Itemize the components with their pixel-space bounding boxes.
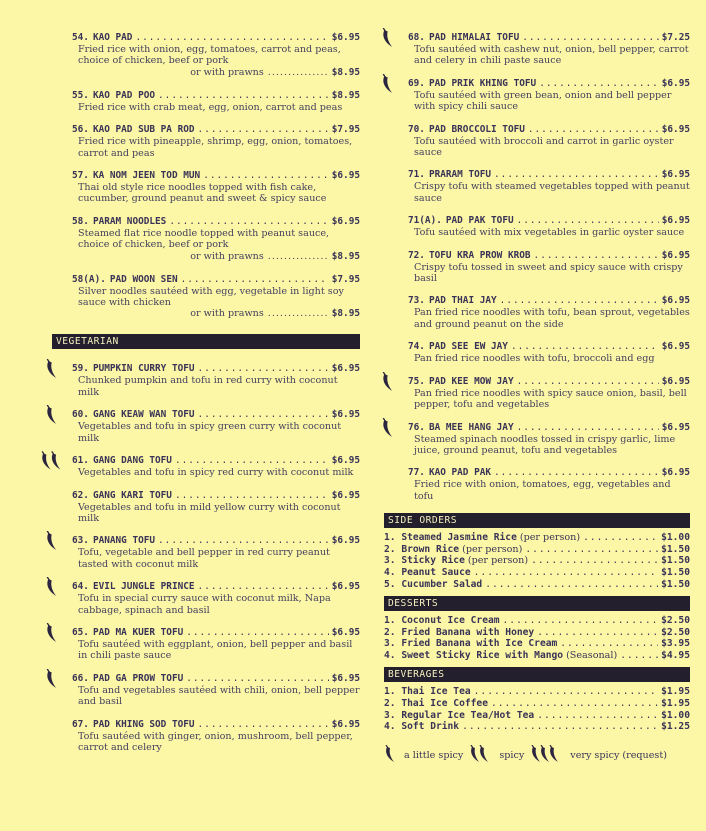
desserts-header: DESSERTS: [384, 596, 690, 611]
item-description: Thai old style rice noodles topped with fish cake, cucumber, ground peanut and sweet & spicy sauce: [78, 182, 327, 205]
item-description: Crispy tofu tossed in sweet and spicy sauce with crispy basil: [414, 261, 683, 285]
alt-label: or with prawns: [190, 66, 264, 78]
item-heading: [408, 295, 690, 307]
item-heading: [408, 422, 690, 434]
item-heading: [72, 124, 360, 136]
item-name: KAO PAD POO: [92, 89, 156, 101]
list-item-price: $3.95: [661, 638, 690, 650]
item-price: $6.95: [331, 718, 360, 730]
item-name: PAD SEE EW JAY: [428, 341, 508, 353]
list-item-note: (per person): [519, 532, 581, 544]
leader-dots: [186, 673, 329, 685]
item-number: 60.: [72, 409, 89, 421]
side-orders-header: SIDE ORDERS: [384, 513, 690, 528]
leader-dots: [500, 295, 659, 307]
leader-dots: [158, 90, 329, 102]
list-item-label: 1. Thai Ice Tea: [384, 686, 471, 698]
legend-spicy: [469, 745, 524, 766]
leader-dots: [198, 363, 329, 375]
item-description: Pan fried rice noodles with tofu, broccoli and egg: [414, 353, 655, 365]
item-description: Vegetables and tofu in mild yellow curry with coconut milk: [78, 501, 341, 524]
list-item-label: 3. Sticky Rice: [384, 555, 465, 567]
list-item-price: $1.50: [661, 555, 690, 567]
item-description: Steamed spinach noodles tossed in crispy garlic, lime juice, ground peanut, tofu and vegetables: [414, 433, 676, 456]
legend-little-spicy: [384, 745, 463, 766]
item-description: Pan fried rice noodles with spicy sauce onion, basil, bell pepper, tofu and vegetables: [414, 387, 687, 411]
leader-dots: [537, 710, 658, 722]
leader-dots: [181, 274, 329, 286]
leader-dots: [474, 567, 658, 579]
item-name: KA NOM JEEN TOD MUN: [92, 170, 201, 182]
chili-icon: [376, 418, 406, 438]
item-number: 58.: [72, 215, 89, 227]
leader-dots: [169, 216, 328, 228]
leader-dots: [620, 650, 658, 662]
list-item-price: $2.50: [661, 626, 690, 638]
beverages-header: BEVERAGES: [384, 667, 690, 682]
side-orders-list: [384, 532, 690, 590]
list-item: [384, 579, 690, 591]
item-description: Tofu and vegetables sautéed with chili, onion, bell pepper and basil: [78, 684, 360, 708]
leader-dots: [198, 409, 329, 421]
item-heading: [408, 32, 690, 44]
item-price: $6.95: [661, 77, 690, 89]
item-price: $6.95: [331, 409, 360, 421]
item-heading: [408, 467, 690, 479]
item-heading: [72, 216, 360, 228]
item-price: $6.95: [661, 421, 690, 433]
menu-item: [48, 581, 360, 616]
beverages-list: [384, 686, 690, 732]
list-item: [384, 544, 690, 556]
item-price: $6.95: [331, 363, 360, 375]
item-description: Tofu sautéed with green bean, onion and bell pepper with spicy chili sauce: [414, 89, 672, 113]
leader-dots: [517, 376, 659, 388]
item-price: $6.95: [661, 215, 690, 227]
item-name: EVIL JUNGLE PRINCE: [92, 581, 195, 593]
item-description: Tofu sautéed with cashew nut, onion, bell pepper, carrot and celery in chili paste sauce: [414, 44, 689, 67]
list-item-price: $2.50: [661, 615, 690, 627]
menu-item: [48, 363, 360, 398]
item-alt-option: [72, 308, 360, 320]
item-name: PAD MA KUER TOFU: [92, 626, 184, 638]
chili-icon: [40, 577, 70, 597]
chili-icon: [40, 405, 70, 425]
list-item-price: $1.50: [661, 543, 690, 555]
chili-icon: [40, 669, 70, 689]
item-name: KAO PAD: [92, 32, 133, 43]
menu-item: [384, 78, 690, 113]
list-item: [384, 686, 690, 698]
item-heading: [408, 124, 690, 136]
item-price: $8.95: [331, 89, 360, 101]
list-item-label: 2. Brown Rice: [384, 543, 460, 555]
alt-price: $8.95: [331, 308, 360, 320]
menu-item: [48, 627, 360, 662]
list-item: [384, 650, 690, 662]
item-heading: [72, 581, 360, 593]
chili-icon: [40, 623, 70, 643]
item-description: Crispy tofu with steamed vegetables topped with peanut sauce: [414, 181, 690, 204]
item-number: 61.: [72, 455, 89, 467]
menu-item: [48, 409, 360, 444]
item-number: 77.: [408, 467, 425, 479]
menu-item: [48, 32, 360, 79]
list-item: [384, 721, 690, 733]
list-item-price: $4.95: [661, 649, 690, 661]
item-name: PAD BROCCOLI TOFU: [428, 123, 525, 135]
tofu-list: [384, 32, 690, 502]
item-description: Vegetables and tofu in spicy red curry with coconut milk: [78, 467, 354, 479]
right-column: [384, 32, 690, 766]
item-name: PAD HIMALAI TOFU: [428, 32, 520, 43]
item-name: KAO PAD SUB PA ROD: [92, 124, 195, 136]
item-number: 54.: [72, 32, 89, 43]
item-price: $6.95: [331, 581, 360, 593]
vegetarian-header: VEGETARIAN: [52, 334, 360, 349]
list-item: [384, 698, 690, 710]
item-price: $6.95: [331, 672, 360, 684]
menu-item: [48, 124, 360, 159]
leader-dots: [511, 341, 659, 353]
list-item-label: 3. Regular Ice Tea/Hot Tea: [384, 709, 535, 721]
item-number: 71.: [408, 169, 425, 181]
item-heading: [72, 170, 360, 182]
item-name: PAD PRIK KHING TOFU: [428, 77, 537, 89]
item-price: $7.25: [661, 32, 690, 43]
item-name: GANG KEAW WAN TOFU: [92, 409, 195, 421]
item-name: TOFU KRA PROW KROB: [428, 249, 531, 261]
item-price: $6.95: [661, 467, 690, 479]
item-number: 66.: [72, 672, 89, 684]
list-item-price: $1.00: [661, 709, 690, 721]
item-description: Fried rice with crab meat, egg, onion, carrot and peas: [78, 101, 343, 113]
menu-item: [384, 32, 690, 67]
item-number: 65.: [72, 626, 89, 638]
list-item-label: 1. Coconut Ice Cream: [384, 615, 500, 627]
item-number: 58(A).: [72, 273, 106, 285]
leader-dots: [158, 535, 329, 547]
list-item: [384, 638, 690, 650]
leader-dots: [534, 250, 659, 262]
item-heading: [408, 376, 690, 388]
menu-item: [48, 216, 360, 263]
item-heading: [72, 719, 360, 731]
menu-item: [48, 455, 360, 478]
item-number: 70.: [408, 123, 425, 135]
item-heading: [72, 363, 360, 375]
leader-dots: [525, 544, 658, 556]
item-heading: [408, 250, 690, 262]
list-item-price: $1.95: [661, 686, 690, 698]
vegetarian-list: [48, 363, 360, 753]
leader-dots: [198, 124, 329, 136]
menu-item: [384, 215, 690, 238]
item-price: $7.95: [331, 273, 360, 285]
item-description: Steamed flat rice noodle topped with peanut sauce, choice of chicken, beef or pork: [78, 227, 330, 251]
leader-dots: [268, 251, 328, 263]
item-number: 72.: [408, 249, 425, 261]
menu-item: [48, 719, 360, 754]
menu-item: [384, 467, 690, 502]
item-price: $6.95: [331, 535, 360, 547]
leader-dots: [203, 170, 329, 182]
chili-icon: [384, 745, 402, 766]
alt-price: $8.95: [331, 66, 360, 78]
chili-icon: [40, 451, 70, 471]
item-heading: [72, 490, 360, 502]
item-price: $6.95: [661, 123, 690, 135]
item-description: Silver noodles sautéed with egg, vegetable in light soy sauce with chicken: [78, 285, 344, 309]
list-item: [384, 532, 690, 544]
leader-dots: [539, 78, 659, 90]
item-number: 75.: [408, 375, 425, 387]
item-number: 62.: [72, 489, 89, 501]
menu-item: [384, 341, 690, 364]
noodle-rice-list: [48, 32, 360, 320]
item-price: $6.95: [331, 215, 360, 227]
menu-item: [48, 535, 360, 570]
leader-dots: [517, 422, 659, 434]
list-item-label: 4. Soft Drink: [384, 721, 460, 733]
item-alt-option: [72, 67, 360, 79]
item-price: $6.95: [661, 249, 690, 261]
item-price: $7.95: [331, 124, 360, 136]
menu-item: [384, 422, 690, 457]
leader-dots: [175, 490, 329, 502]
legend-very-spicy: [530, 745, 667, 766]
list-item: [384, 615, 690, 627]
list-item: [384, 567, 690, 579]
item-number: 73.: [408, 295, 425, 307]
legend-spicy-label: spicy: [499, 749, 525, 761]
alt-label: or with prawns: [190, 308, 264, 320]
chili-icon: [376, 28, 406, 48]
item-description: Tofu sautéed with broccoli and carrot in garlic oyster sauce: [414, 135, 674, 159]
list-item-price: $1.95: [661, 698, 690, 710]
alt-label: or with prawns: [190, 250, 264, 262]
item-number: 63.: [72, 535, 89, 547]
item-number: 67.: [72, 718, 89, 730]
item-description: Tofu sautéed with ginger, onion, mushroom, bell pepper, carrot and celery: [78, 730, 353, 753]
item-heading: [72, 32, 360, 44]
item-name: PAD KHING SOD TOFU: [92, 718, 195, 730]
chili-icon: [376, 372, 406, 392]
leader-dots: [268, 67, 328, 79]
item-description: Tofu sautéed with mix vegetables in garlic oyster sauce: [414, 227, 685, 239]
menu-item: [48, 673, 360, 708]
list-item-price: $1.25: [661, 721, 690, 733]
chili-icon: [40, 359, 70, 379]
item-price: $6.95: [331, 455, 360, 467]
leader-dots: [198, 581, 329, 593]
leader-dots: [503, 615, 659, 627]
legend-little-label: a little spicy: [404, 749, 464, 761]
item-price: $6.95: [661, 341, 690, 353]
menu-item: [384, 376, 690, 411]
leader-dots: [560, 638, 658, 650]
leader-dots: [494, 169, 659, 181]
leader-dots: [268, 308, 328, 320]
item-number: 69.: [408, 77, 425, 89]
item-price: $6.95: [331, 489, 360, 501]
leader-dots: [186, 627, 329, 639]
item-heading: [408, 341, 690, 353]
menu-item: [48, 90, 360, 113]
item-description: Tofu, vegetable and bell pepper in red curry peanut tasted with coconut milk: [78, 547, 330, 570]
item-number: 55.: [72, 89, 89, 101]
item-price: $6.95: [661, 375, 690, 387]
item-description: Fried rice with onion, egg, tomatoes, carrot and peas, choice of chicken, beef or pork: [78, 44, 341, 67]
item-name: PANANG TOFU: [92, 535, 156, 547]
item-number: 76.: [408, 421, 425, 433]
leader-dots: [198, 719, 329, 731]
leader-dots: [531, 555, 658, 567]
leader-dots: [537, 627, 658, 639]
chili-icon: [469, 745, 497, 766]
item-heading: [72, 535, 360, 547]
item-number: 71(A).: [408, 215, 442, 227]
item-description: Chunked pumpkin and tofu in red curry with coconut milk: [78, 375, 338, 398]
chili-icon: [40, 531, 70, 551]
leader-dots: [528, 124, 659, 136]
item-price: $6.95: [331, 32, 360, 43]
item-name: PAD THAI JAY: [428, 295, 497, 307]
list-item-label: 3. Fried Banana with Ice Cream: [384, 638, 558, 650]
list-item-label: 5. Cucumber Salad: [384, 578, 483, 590]
menu-item: [384, 250, 690, 285]
menu-item: [384, 295, 690, 330]
leader-dots: [462, 721, 658, 733]
item-heading: [408, 169, 690, 181]
item-heading: [72, 673, 360, 685]
list-item-price: $1.00: [661, 532, 690, 544]
item-name: PARAM NOODLES: [92, 215, 167, 227]
item-description: Fried rice with onion, tomatoes, egg, vegetables and tofu: [414, 479, 671, 502]
item-heading: [72, 409, 360, 421]
leader-dots: [583, 532, 658, 544]
list-item-note: (per person): [467, 555, 529, 567]
item-description: Vegetables and tofu in spicy green curry with coconut milk: [78, 421, 342, 444]
desserts-list: [384, 615, 690, 661]
list-item-note: (Seasonal): [566, 649, 618, 661]
item-name: BA MEE HANG JAY: [428, 421, 514, 433]
legend-very-label: very spicy (request): [570, 749, 667, 761]
spice-legend: [384, 745, 690, 766]
list-item-note: (per person): [462, 543, 523, 555]
list-item: [384, 627, 690, 639]
item-name: GANG KARI TOFU: [92, 489, 172, 501]
item-price: $6.95: [661, 295, 690, 307]
item-name: PRARAM TOFU: [428, 169, 492, 181]
list-item-price: $1.50: [661, 578, 690, 590]
alt-price: $8.95: [331, 250, 360, 262]
item-number: 74.: [408, 341, 425, 353]
leader-dots: [491, 698, 658, 710]
menu-item: [48, 170, 360, 205]
chili-icon: [376, 74, 406, 94]
leader-dots: [175, 455, 329, 467]
list-item-label: 2. Fried Banana with Honey: [384, 626, 535, 638]
chili-icon: [530, 745, 568, 766]
item-number: 68.: [408, 32, 425, 43]
item-description: Fried rice with pineapple, shrimp, egg, onion, tomatoes, carrot and peas: [78, 136, 353, 159]
leader-dots: [494, 467, 659, 479]
item-number: 56.: [72, 124, 89, 136]
item-price: $6.95: [331, 626, 360, 638]
leader-dots: [135, 32, 328, 44]
leader-dots: [522, 32, 659, 44]
item-name: PAD KEE MOW JAY: [428, 375, 514, 387]
item-description: Tofu sautéed with eggplant, onion, bell pepper and basil in chili paste sauce: [78, 638, 353, 662]
list-item-label: 4. Sweet Sticky Rice with Mango: [384, 649, 564, 661]
item-name: GANG DANG TOFU: [92, 455, 172, 467]
menu-item: [384, 124, 690, 159]
item-number: 57.: [72, 170, 89, 182]
item-name: PAD GA PROW TOFU: [92, 672, 184, 684]
item-heading: [72, 455, 360, 467]
item-heading: [72, 627, 360, 639]
left-column: [48, 32, 360, 764]
item-heading: [72, 90, 360, 102]
menu-item: [48, 274, 360, 321]
item-heading: [72, 274, 360, 286]
item-name: PAD PAK TOFU: [445, 215, 514, 227]
item-alt-option: [72, 251, 360, 263]
leader-dots: [517, 215, 659, 227]
list-item: [384, 555, 690, 567]
item-price: $6.95: [661, 169, 690, 181]
leader-dots: [474, 686, 658, 698]
item-price: $6.95: [331, 170, 360, 182]
item-name: KAO PAD PAK: [428, 467, 492, 479]
item-description: Tofu in special curry sauce with coconut milk, Napa cabbage, spinach and basil: [78, 593, 331, 616]
item-description: Pan fried rice noodles with tofu, bean sprout, vegetables and ground peanut on the side: [414, 307, 690, 330]
item-name: PAD WOON SEN: [109, 273, 178, 285]
item-number: 59.: [72, 363, 89, 375]
item-name: PUMPKIN CURRY TOFU: [92, 363, 195, 375]
list-item-label: 1. Steamed Jasmine Rice: [384, 532, 517, 544]
item-heading: [408, 78, 690, 90]
list-item: [384, 710, 690, 722]
menu-item: [384, 169, 690, 204]
list-item-label: 2. Thai Ice Coffee: [384, 698, 488, 710]
list-item-price: $1.50: [661, 566, 690, 578]
menu-item: [48, 490, 360, 525]
leader-dots: [485, 579, 658, 591]
item-heading: [408, 215, 690, 227]
list-item-label: 4. Peanut Sauce: [384, 566, 471, 578]
item-number: 64.: [72, 581, 89, 593]
